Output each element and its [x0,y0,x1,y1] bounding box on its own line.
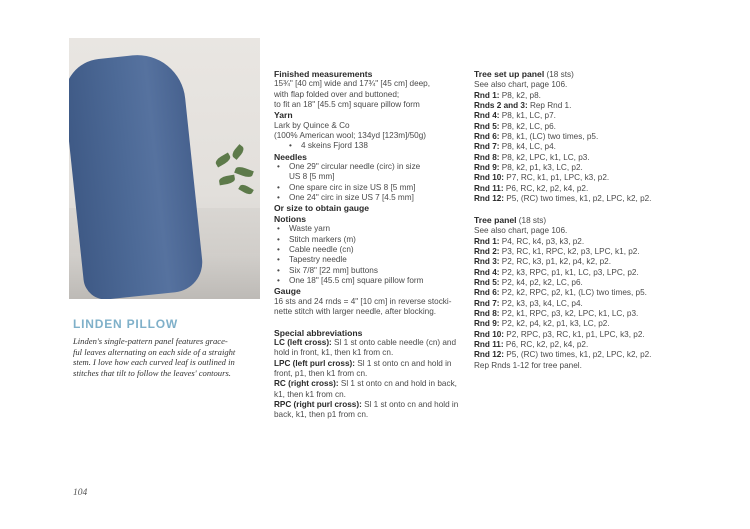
round-line [474,257,651,267]
round-text: P2, k3, RPC, p1, k1, LC, p3, LPC, p2. [499,267,639,277]
notions-item: • Six 7/8" [22 mm] buttons [274,266,458,276]
notions-heading: Notions [274,213,306,224]
finished-heading: Finished measurements [274,69,373,79]
abbrev-term: LC (left cross): [274,337,332,347]
round-label: Rnd 10: [474,173,505,183]
yarn-bullet: • 4 skeins Fjord 138 [274,141,458,151]
tree-heading-line [474,215,651,226]
round-line [474,268,651,278]
finished-line: with flap folded over and buttoned; [274,89,400,99]
yarn-line: (100% American wool; 134yd [123m]/50g) [274,131,427,141]
tree-heading: Tree panel [474,214,517,225]
page-number: 104 [73,488,88,498]
round-line [474,194,651,204]
round-text: P2, k2, RPC, p2, k1, (LC) two times, p5. [499,288,647,298]
abbrev-def: Sl 1 st onto cable needle (cn) and [331,337,457,347]
round-line [474,184,651,194]
abbrev-line [274,359,458,369]
round-text: P8, k2, LC, p6. [499,121,556,131]
round-line [474,299,651,309]
round-line [474,101,651,111]
round-line [474,278,651,288]
yarn-line: Lark by Quince & Co [274,120,350,130]
abbrev-term: RC (right cross): [274,379,339,389]
round-text: P2, k4, p2, k2, LC, p6. [499,277,583,287]
round-text: P5, (RC) two times, k1, p2, LPC, k2, p2. [504,194,652,204]
setup-rounds [474,91,651,205]
intro-line: ful leaves alternating on each side of a straight [73,346,236,357]
round-label: Rnd 12: [474,350,505,360]
finished-line: to fit an 18" [45.5 cm] square pillow form [274,100,420,110]
abbrev-cont: back, k1, then p1 from cn. [274,410,369,420]
round-text: P8, k4, LC, p4. [499,142,556,152]
round-label: Rnd 10: [474,329,505,339]
round-line [474,237,651,247]
round-line [474,247,651,257]
round-text: P3, RC, k1, RPC, k2, p3, LPC, k1, p2. [499,246,640,256]
gauge-line: nette stitch with larger needle, after blocking. [274,306,437,316]
intro-line: Linden's single-pattern panel features grace- [73,336,228,346]
round-line [474,111,651,121]
abbrev-def: Sl 1 st onto cn and hold in [354,358,452,368]
round-text: P8, k1, LC, p7. [499,111,556,121]
setup-see: See also chart, page 106. [474,80,568,90]
abbrev-def: Sl 1 st onto cn and hold in back, [338,379,457,389]
round-line [474,173,651,183]
notions-item: • Tapestry needle [274,255,458,265]
yarn-heading: Yarn [274,110,293,121]
needles-item: • One 24" circ in size US 7 [4.5 mm] [274,193,458,203]
round-text: P8, k2, p1, k3, LC, p2. [499,163,583,173]
round-text: P5, (RC) two times, k1, p2, LPC, k2, p2. [504,350,652,360]
round-line [474,330,651,340]
instructions-column [474,69,651,371]
round-line [474,153,651,163]
needles-item-cont: US 8 [5 mm] [289,172,335,182]
round-line [474,309,651,319]
round-label: Rnd 8: [474,308,500,318]
round-label: Rnd 4: [474,267,500,277]
round-line [474,319,651,329]
abbrev-cont: front, p1, then k1 from cn. [274,368,368,378]
tree-rounds [474,237,651,361]
round-label: Rnd 9: [474,319,500,329]
round-label: Rnd 11: [474,339,504,349]
round-label: Rnd 1: [474,236,500,246]
materials-column [274,69,458,421]
round-line [474,163,651,173]
round-line [474,350,651,360]
round-line [474,142,651,152]
gauge-alt: Or size to obtain gauge [274,203,370,214]
finished-line: 15¾" [40 cm] wide and 17¾" [45 cm] deep, [274,79,431,89]
notions-item: • Stitch markers (m) [274,235,458,245]
round-line [474,132,651,142]
round-label: Rnd 4: [474,111,500,121]
round-line [474,91,651,101]
needles-heading: Needles [274,151,307,162]
round-text: P2, RPC, p3, RC, k1, p1, LPC, k3, p2. [504,329,645,339]
round-label: Rnd 12: [474,194,505,204]
intro-text [73,336,263,378]
repeat-note: Rep Rnds 1-12 for tree panel. [474,360,582,370]
abbrev-cont: k1, then k1 from cn. [274,389,346,399]
round-label: Rnd 5: [474,277,500,287]
pillow-photo [69,38,260,299]
round-label: Rnd 3: [474,257,500,267]
round-text: P8, k2, LPC, k1, LC, p3. [499,152,590,162]
round-label: Rnd 7: [474,142,500,152]
round-text: P2, RC, k3, p1, k2, p4, k2, p2. [499,257,611,267]
abbrev-cont: hold in front, k1, then k1 from cn. [274,348,394,358]
round-label: Rnd 9: [474,163,500,173]
round-text: P2, k3, p3, k4, LC, p4. [499,298,583,308]
notions-item: • Cable needle (cn) [274,245,458,255]
setup-heading: Tree set up panel [474,69,545,79]
abbrev-term: RPC (right purl cross): [274,400,362,409]
round-label: Rnd 11: [474,183,504,193]
round-line [474,122,651,132]
setup-count: (18 sts) [544,70,574,79]
notions-item: • Waste yarn [274,224,458,234]
round-text: P2, k2, p4, k2, p1, k3, LC, p2. [499,319,610,329]
round-text: P4, RC, k4, p3, k3, p2. [499,236,585,246]
plant-leaves [209,146,259,206]
gauge-heading: Gauge [274,286,301,297]
round-label: Rnd 5: [474,121,500,131]
round-label: Rnds 2 and 3: [474,101,528,111]
round-label: Rnd 6: [474,288,500,298]
round-text: P8, k1, (LC) two times, p5. [499,132,599,142]
round-text: Rep Rnd 1. [527,101,572,111]
round-text: P8, k2, p8. [499,90,541,100]
tree-count: (18 sts) [516,215,547,225]
round-label: Rnd 7: [474,298,500,308]
round-label: Rnd 1: [474,90,500,100]
tree-see: See also chart, page 106. [474,226,568,236]
round-label: Rnd 8: [474,152,500,162]
abbrev-line [274,338,458,348]
blue-pillow [69,50,205,299]
intro-line: stem. I love how each curved leaf is outlined in [73,357,235,368]
round-line [474,340,651,350]
round-label: Rnd 2: [474,246,500,256]
pattern-title: LINDEN PILLOW [73,317,179,331]
intro-line: stitches that tilt to follow the leaves' contours. [73,367,231,378]
abbrev-term: LPC (left purl cross): [274,358,355,368]
round-text: P7, RC, k1, p1, LPC, k3, p2. [504,173,610,183]
round-text: P2, k1, RPC, p3, k2, LPC, k1, LC, p3. [499,308,639,318]
round-text: P6, RC, k2, p2, k4, p2. [503,339,589,349]
round-text: P6, RC, k2, p2, k4, p2. [503,183,589,193]
abbrev-def: Sl 1 st onto cn and hold in [361,400,459,409]
round-label: Rnd 6: [474,132,500,142]
abbrev-line [274,400,458,410]
gauge-line: 16 sts and 24 rnds = 4" [10 cm] in reverse stocki- [274,296,452,306]
setup-heading-line [474,69,651,80]
needles-item: • One 29" circular needle (circ) in size [274,162,458,172]
needles-item: • One spare circ in size US 8 [5 mm] [274,183,458,193]
notions-item: • One 18" [45.5 cm] square pillow form [274,276,458,286]
abbrev-line [274,379,458,389]
round-line [474,288,651,298]
abbrev-heading: Special abbreviations [274,327,363,338]
